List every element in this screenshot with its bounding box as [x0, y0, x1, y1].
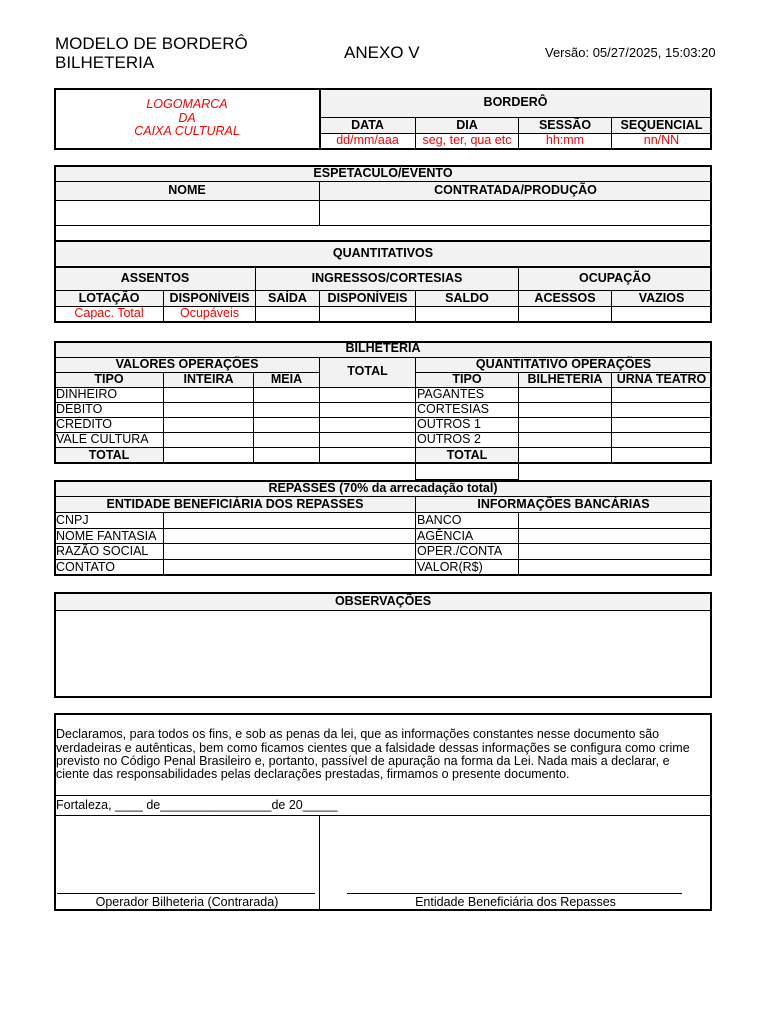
logo-placeholder-line3: CAIXA CULTURAL	[134, 124, 240, 138]
group-ocupacao: OCUPAÇÃO	[579, 271, 651, 285]
group-assentos: ASSENTOS	[120, 271, 190, 285]
logo-placeholder-line1: LOGOMARCA	[146, 97, 228, 111]
document-title-line1: MODELO DE BORDERÔ	[55, 34, 248, 53]
quant-row-pagantes: PAGANTES	[417, 387, 485, 401]
observacoes-field[interactable]	[56, 612, 710, 696]
col-lotacao: LOTAÇÃO	[78, 291, 140, 305]
declaration-line2: verdadeiras e autênticas, bem como ficamos cientes que a falsidade dessas informações se configura como crime	[56, 741, 690, 755]
valores-total-row: TOTAL	[88, 448, 130, 462]
signature-line-entity[interactable]	[347, 893, 682, 894]
col-sessao: SESSÃO	[538, 118, 592, 132]
event-title: ESPETACULO/EVENTO	[313, 166, 453, 180]
signature-label-entity: Entidade Beneficiária dos Repasses	[415, 895, 616, 909]
informacoes-bancarias-title: INFORMAÇÕES BANCÁRIAS	[477, 497, 650, 511]
quant-col-bilheteria: BILHETERIA	[527, 372, 603, 386]
quant-col-urna-teatro: URNA TEATRO	[616, 372, 707, 386]
observacoes-title: OBSERVAÇÕES	[334, 594, 432, 608]
event-name-field[interactable]	[56, 201, 318, 224]
valores-col-inteira: INTEIRA	[183, 372, 234, 386]
valores-row-debito: DEBITO	[56, 402, 103, 416]
event-name-label: NOME	[168, 183, 206, 197]
entidade-beneficiaria-title: ENTIDADE BENEFICIÁRIA DOS REPASSES	[106, 497, 364, 511]
version-stamp: Versão: 05/27/2025, 15:03:20	[545, 45, 716, 60]
place-date-line[interactable]: Fortaleza, ____ de________________de 20_____	[56, 798, 338, 812]
repasses-row-oper-conta: OPER./CONTA	[417, 544, 503, 558]
event-producer-label: CONTRATADA/PRODUÇÃO	[434, 183, 597, 197]
col-disponiveis-ingressos: DISPONÍVEIS	[327, 291, 408, 305]
quant-row-outros2: OUTROS 2	[417, 432, 481, 446]
col-saldo: SALDO	[445, 291, 489, 305]
bordero-title: BORDERÔ	[483, 95, 548, 109]
repasses-row-banco: BANCO	[417, 513, 462, 527]
quant-row-cortesias: CORTESIAS	[417, 402, 490, 416]
data-hint[interactable]: dd/mm/aaa	[336, 133, 399, 147]
valores-row-vale-cultura: VALE CULTURA	[56, 432, 149, 446]
repasses-row-agencia: AGÊNCIA	[417, 529, 474, 543]
valores-row-dinheiro: DINHEIRO	[56, 387, 118, 401]
quantitativos-title: QUANTITATIVOS	[332, 246, 434, 260]
annex-label: ANEXO V	[344, 43, 420, 62]
col-dia: DIA	[456, 118, 478, 132]
col-sequencial: SEQUENCIAL	[620, 118, 703, 132]
declaration-line1: Declaramos, para todos os fins, e sob as penas da lei, que as informações constantes nesse documento são	[56, 727, 660, 741]
sessao-hint[interactable]: hh:mm	[545, 133, 585, 147]
col-vazios: VAZIOS	[638, 291, 685, 305]
valores-total-header: TOTAL	[347, 364, 388, 378]
col-disponiveis-assentos: DISPONÍVEIS	[169, 291, 250, 305]
disponiveis-hint[interactable]: Ocupáveis	[179, 306, 240, 320]
lotacao-hint[interactable]: Capac. Total	[74, 306, 144, 320]
valores-col-tipo: TIPO	[94, 372, 124, 386]
sequencial-hint[interactable]: nn/NN	[643, 133, 680, 147]
repasses-title: REPASSES (70% da arrecadação total)	[268, 481, 498, 495]
bilheteria-title: BILHETERIA	[345, 341, 421, 355]
declaration-line3: previsto no Código Penal Brasileiro e, portanto, passível de apuração na forma da Lei. Nada mais a declarar, e	[56, 754, 670, 768]
col-acessos: ACESSOS	[534, 291, 596, 305]
col-data: DATA	[351, 118, 384, 132]
quant-col-tipo: TIPO	[452, 372, 482, 386]
dia-hint[interactable]: seg, ter, qua etc	[422, 133, 512, 147]
repasses-row-valor: VALOR(R$)	[417, 560, 483, 574]
quant-row-outros1: OUTROS 1	[417, 417, 481, 431]
col-saida: SAÍDA	[268, 291, 307, 305]
event-producer-field[interactable]	[321, 201, 710, 224]
quantitativo-operacoes-title: QUANTITATIVO OPERAÇÕES	[475, 357, 652, 371]
valores-row-credito: CRÉDITO	[56, 417, 113, 431]
repasses-row-razao-social: RAZÃO SOCIAL	[56, 544, 149, 558]
valores-col-meia: MEIA	[270, 372, 303, 386]
declaration-line4: ciente das responsabilidades pelas declarações prestadas, firmamos o presente documento.	[56, 767, 570, 781]
valores-operacoes-title: VALORES OPERAÇÕES	[115, 357, 259, 371]
logo-placeholder-line2: DA	[178, 111, 196, 125]
signature-label-operator: Operador Bilheteria (Contrarada)	[95, 895, 279, 909]
document-title-line2: BILHETERIA	[55, 53, 155, 72]
repasses-row-cnpj: CNPJ	[56, 513, 89, 527]
quant-total-row: TOTAL	[446, 448, 488, 462]
repasses-row-contato: CONTATO	[56, 560, 116, 574]
group-ingressos: INGRESSOS/CORTESIAS	[311, 271, 463, 285]
repasses-row-nome-fantasia: NOME FANTASIA	[56, 529, 157, 543]
signature-line-operator[interactable]	[57, 893, 315, 894]
